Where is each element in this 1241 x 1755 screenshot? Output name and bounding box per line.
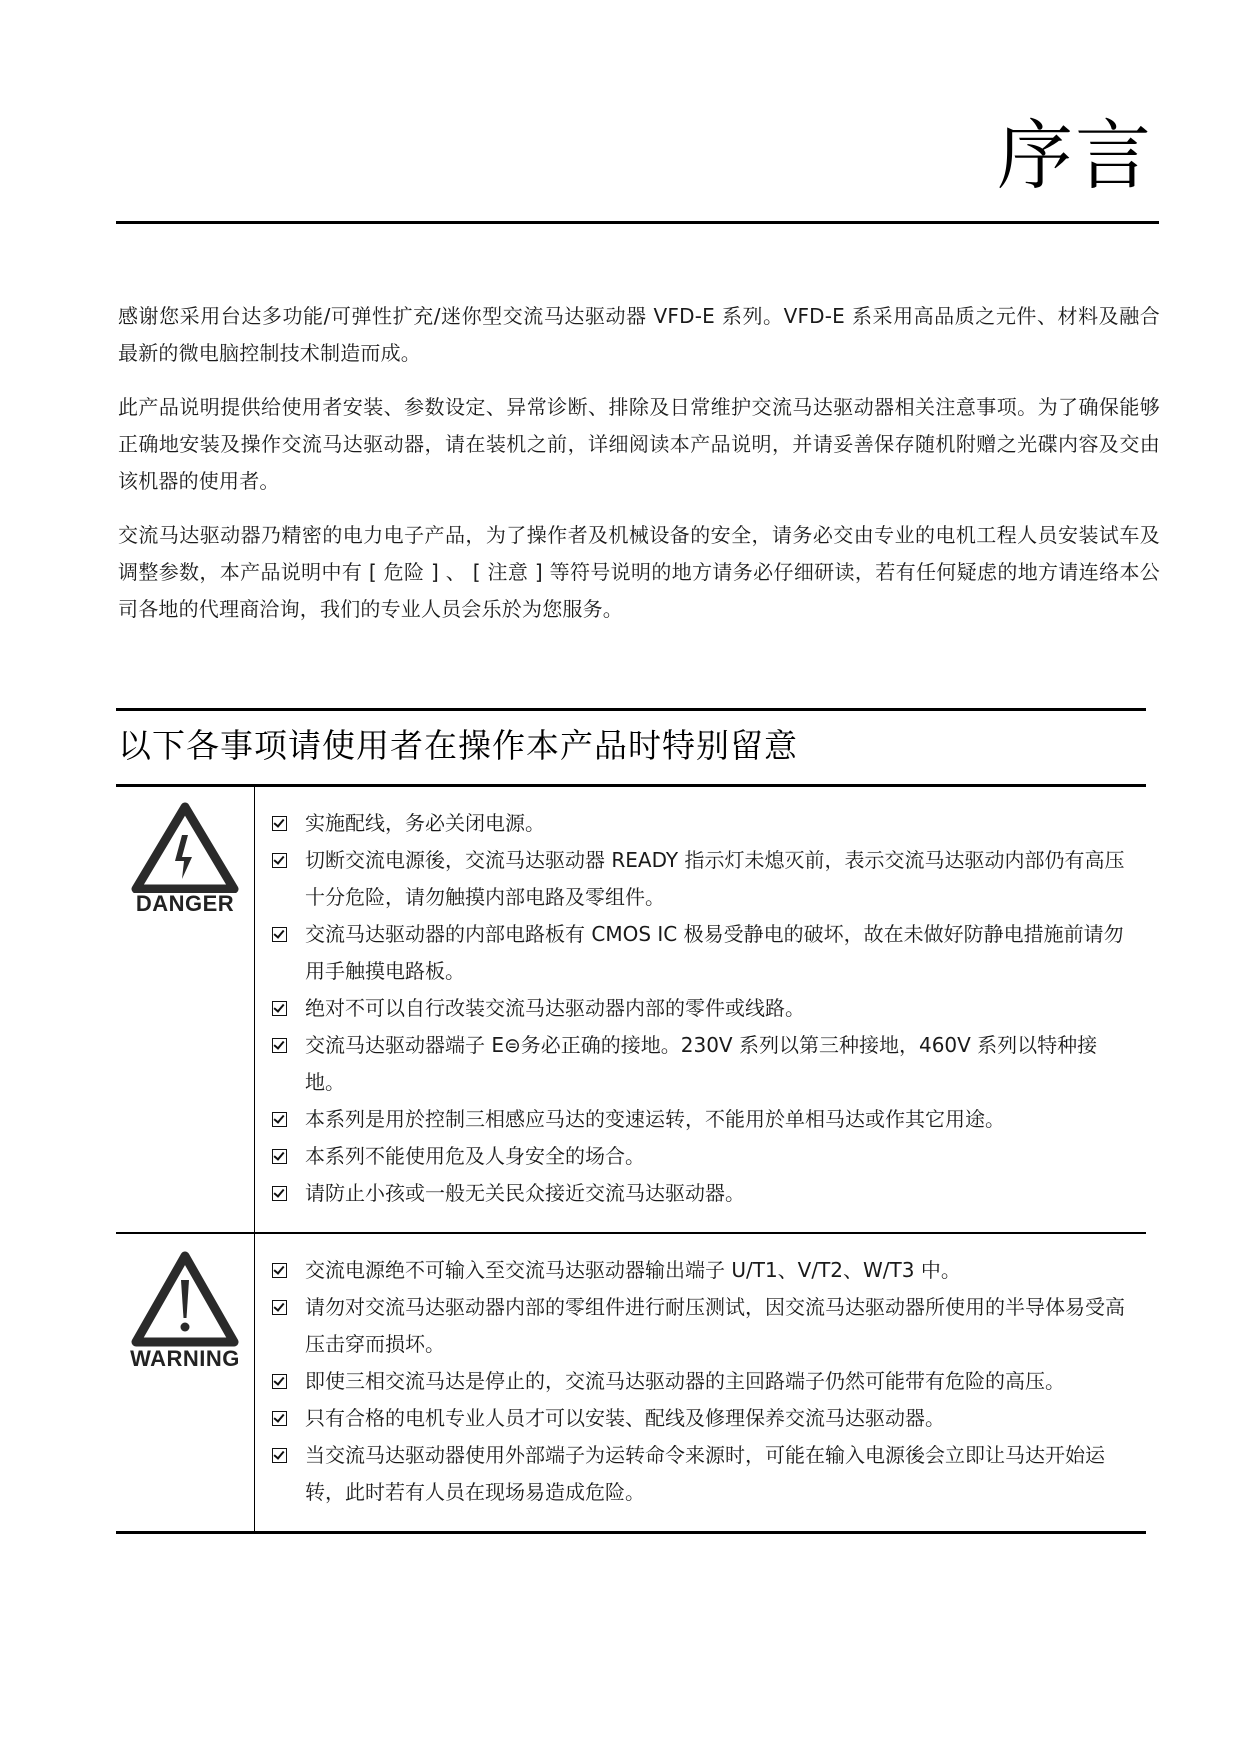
list-item: 本系列不能使用危及人身安全的场合。 (255, 1138, 1146, 1175)
warning-row (116, 1232, 1146, 1531)
warning-icon-cell (116, 1234, 255, 1531)
checkbox-checked-icon (272, 853, 287, 868)
warning-list (255, 1234, 1146, 1531)
warning-label: WARNING (130, 1346, 240, 1371)
list-item: 本系列是用於控制三相感应马达的变速运转，不能用於单相马达或作其它用途。 (255, 1101, 1146, 1138)
high-voltage-triangle-icon (130, 801, 240, 893)
checkbox-checked-icon (272, 1448, 287, 1463)
intro-paragraph: 交流马达驱动器乃精密的电力电子产品，为了操作者及机械设备的安全，请务必交由专业的电机工程人员安装试车及调整参数，本产品说明中有 [ 危险 ] 、 [ 注意 ] 等符号说明的地方请务必仔细研读，若有任何疑虑的地方请连络本公司各地的代理商洽询，我们的专业人员会乐於为您服务。 (118, 523, 1160, 621)
checkbox-checked-icon (272, 927, 287, 942)
checkbox-checked-icon (272, 1001, 287, 1016)
list-item: 实施配线，务必关闭电源。 (255, 805, 1146, 842)
danger-label: DANGER (135, 891, 235, 916)
checkbox-checked-icon (272, 1411, 287, 1426)
checkbox-checked-icon (272, 1300, 287, 1315)
danger-icon-cell (116, 787, 255, 1232)
list-item: 请防止小孩或一般无关民众接近交流马达驱动器。 (255, 1175, 1146, 1212)
list-item: 当交流马达驱动器使用外部端子为运转命令来源时，可能在输入电源後会立即让马达开始运转，此时若有人员在现场易造成危险。 (255, 1437, 1146, 1511)
notices-heading: 以下各事项请使用者在操作本产品时特别留意 (118, 726, 798, 765)
checkbox-checked-icon (272, 1149, 287, 1164)
intro-paragraph: 感谢您采用台达多功能/可弹性扩充/迷你型交流马达驱动器 VFD-E 系列。VFD-E 系采用高品质之元件、材料及融合最新的微电脑控制技术制造而成。 (118, 304, 1160, 365)
list-item: 即使三相交流马达是停止的，交流马达驱动器的主回路端子仍然可能带有危险的高压。 (255, 1363, 1146, 1400)
danger-list (255, 787, 1146, 1232)
checkbox-checked-icon (272, 816, 287, 831)
list-item: 绝对不可以自行改装交流马达驱动器内部的零件或线路。 (255, 990, 1146, 1027)
list-item: 交流马达驱动器的内部电路板有 CMOS IC 极易受静电的破坏，故在未做好防静电措施前请勿用手触摸电路板。 (255, 916, 1146, 990)
page-title: 序言 (997, 111, 1153, 200)
section-divider (116, 708, 1146, 711)
checkbox-checked-icon (272, 1186, 287, 1201)
checkbox-checked-icon (272, 1112, 287, 1127)
exclamation-triangle-icon (130, 1248, 240, 1348)
list-item: 切断交流电源後，交流马达驱动器 READY 指示灯未熄灭前，表示交流马达驱动内部仍有高压十分危险，请勿触摸内部电路及零组件。 (255, 842, 1146, 916)
intro-section (118, 298, 1160, 645)
notice-table (116, 784, 1146, 1534)
title-divider (116, 221, 1159, 224)
list-item: 只有合格的电机专业人员才可以安装、配线及修理保养交流马达驱动器。 (255, 1400, 1146, 1437)
list-item: 交流电源绝不可输入至交流马达驱动器输出端子 U/T1、V/T2、W/T3 中。 (255, 1252, 1146, 1289)
list-item: 请勿对交流马达驱动器内部的零组件进行耐压测试，因交流马达驱动器所使用的半导体易受高压击穿而损坏。 (255, 1289, 1146, 1363)
checkbox-checked-icon (272, 1374, 287, 1389)
checkbox-checked-icon (272, 1038, 287, 1053)
list-item: 交流马达驱动器端子 E⊜务必正确的接地。230V 系列以第三种接地，460V 系列以特种接地。 (255, 1027, 1146, 1101)
intro-paragraph: 此产品说明提供给使用者安装、参数设定、异常诊断、排除及日常维护交流马达驱动器相关注意事项。为了确保能够正确地安装及操作交流马达驱动器，请在装机之前，详细阅读本产品说明，并请妥善保存随机附赠之光碟内容及交由该机器的使用者。 (118, 395, 1160, 493)
checkbox-checked-icon (272, 1263, 287, 1278)
danger-row (116, 787, 1146, 1232)
